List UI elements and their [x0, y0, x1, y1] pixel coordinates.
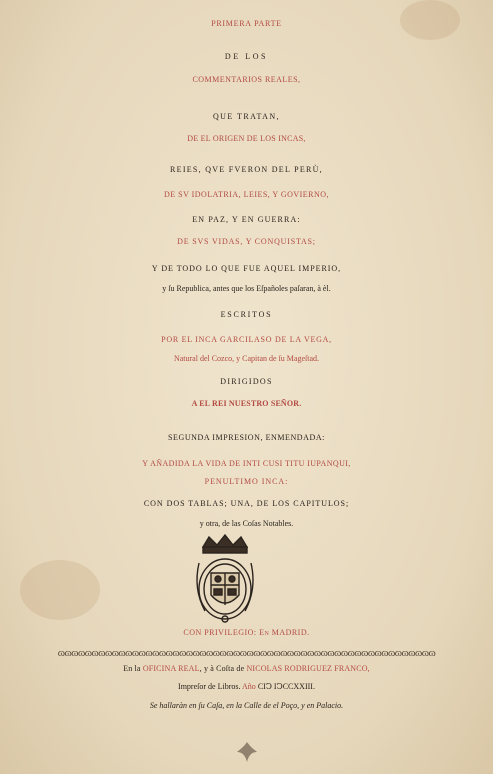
author-natural: Natural del Cozco, y Capitan de ſu Mageſtad.	[173, 354, 320, 363]
imprint-hallaran: Se hallaràn en ſu Caſa, en la Calle de el Poço, y en Palacio.	[149, 701, 344, 710]
title-republica: y ſu Republica, antes que los Eſpañoles paſaran, à èl.	[162, 284, 331, 293]
privilegio-madrid: CON PRIVILEGIO: En MADRID.	[183, 628, 310, 637]
segunda-impresion: SEGUNDA IMPRESION, ENMENDADA:	[168, 433, 325, 442]
imprint-date: CIↃ IↃCCXXIII.	[255, 682, 315, 691]
author-line: POR EL INCA GARCILASO DE LA VEGA,	[161, 335, 332, 344]
dos-tablas: CON DOS TABLAS; UNA, DE LOS CAPITULOS;	[143, 499, 350, 508]
imprint-en-la: En la	[123, 664, 143, 673]
dedication-rei: A EL REI NUESTRO SEÑOR.	[191, 399, 302, 408]
title-dirigidos: DIRIGIDOS	[220, 377, 273, 386]
title-reies-peru: REIES, QVE FVERON DEL PERÙ,	[170, 165, 323, 174]
penultimo-inca: PENULTIMO INCA:	[204, 477, 289, 486]
title-origen-incas: DE EL ORIGEN DE LOS INCAS,	[187, 134, 306, 143]
imprint-oficina	[0, 665, 493, 673]
title-commentarios-reales: COMMENTARIOS REALES,	[192, 75, 301, 84]
fleuron-ornament-icon	[235, 740, 259, 764]
imprint-year	[0, 683, 493, 691]
ornament-rule: ɷɷɷɷɷɷɷɷɷɷɷɷɷɷɷɷɷɷɷɷɷɷɷɷɷɷɷɷɷɷɷɷɷɷɷɷɷɷɷɷɷɷɷɷɷɷɷɷɷɷɷɷɷɷɷɷ	[57, 648, 436, 659]
title-escritos: ESCRITOS	[220, 310, 273, 319]
imprint-oficina-real: OFICINA REAL	[142, 664, 200, 673]
title-paz-guerra: EN PAZ, Y EN GUERRA:	[192, 215, 301, 224]
title-idolatria: DE SV IDOLATRIA, LEIES, Y GOVIERNO,	[164, 190, 329, 199]
imprint-ano: Año	[242, 682, 256, 691]
imprint-impresor: Impreſor de Libros.	[178, 682, 243, 691]
royal-coat-of-arms-icon	[183, 533, 267, 625]
imprint-costa: , y à Coſta de	[199, 664, 247, 673]
title-vidas-conquistas: DE SVS VIDAS, Y CONQUISTAS;	[177, 237, 316, 246]
title-que-tratan: QUE TRATAN,	[212, 112, 281, 121]
cosas-notables: y otra, de las Coſas Notables.	[199, 519, 294, 528]
title-primera-parte: PRIMERA PARTE	[211, 19, 282, 28]
anadida-vida: Y AÑADIDA LA VIDA DE INTI CUSI TITU IUPANQUI,	[142, 459, 351, 468]
title-aquel-imperio: Y DE TODO LO QUE FUE AQUEL IMPERIO,	[151, 264, 342, 273]
title-de-los: DE LOS	[224, 52, 269, 61]
imprint-printer: NICOLAS RODRIGUEZ FRANCO,	[246, 664, 370, 673]
paper-stain	[20, 560, 100, 620]
